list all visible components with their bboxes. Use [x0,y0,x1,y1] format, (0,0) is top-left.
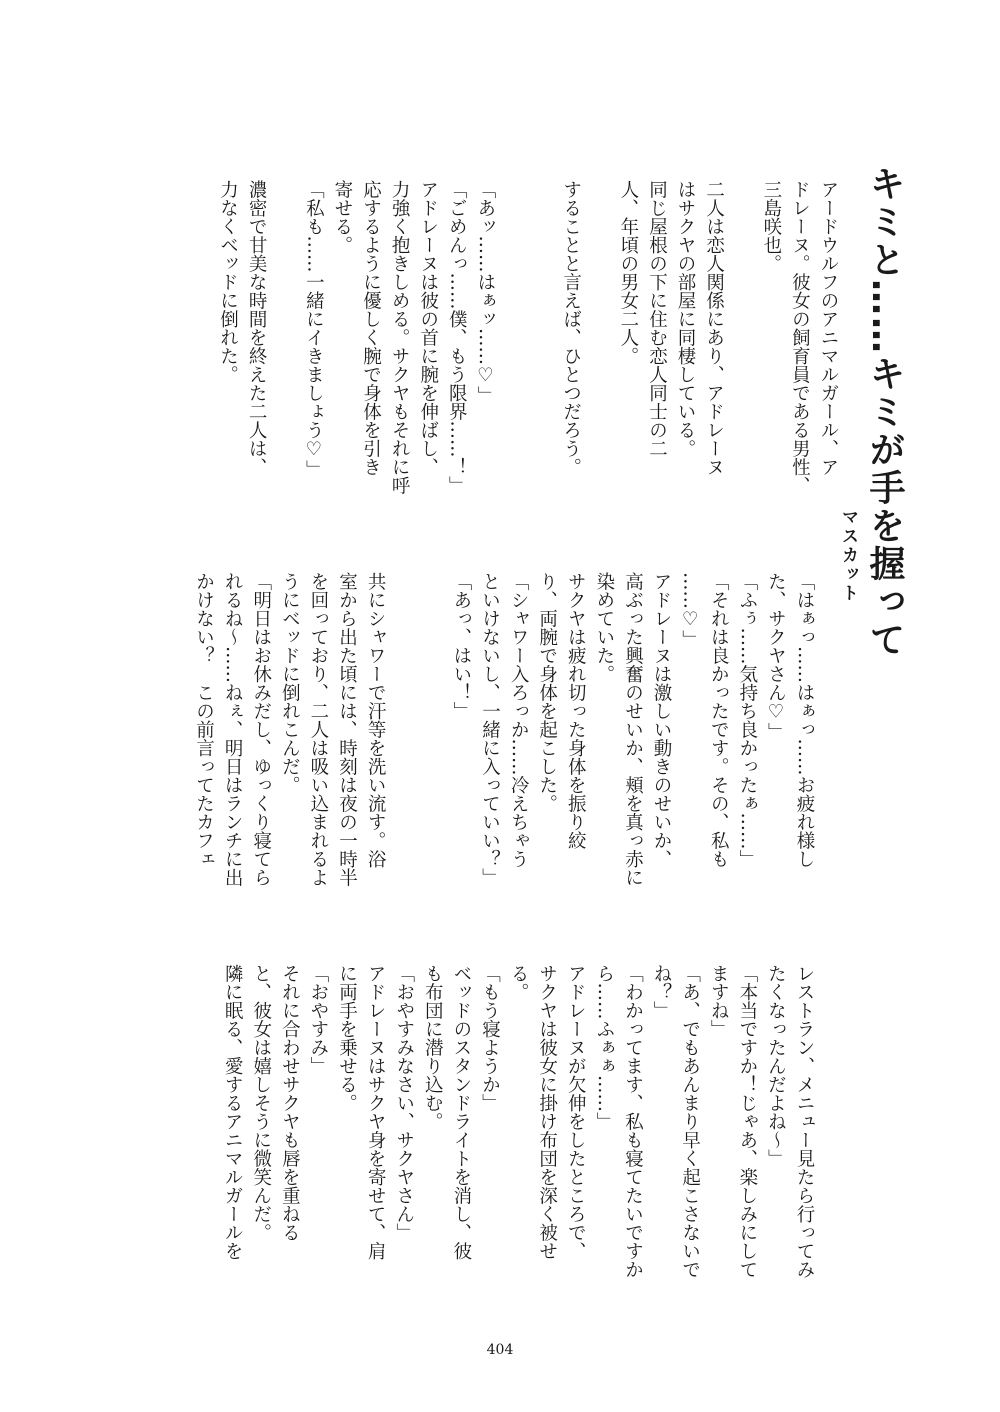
text-line: アドレーヌが欠伸をしたところで、 [565,964,587,1260]
text-block-lower [218,964,818,1320]
text-block-upper-right [213,180,842,536]
text-line: 染めていた。 [593,572,615,683]
text-line: それに合わせサクヤも唇を重ねる [279,964,301,1242]
text-line: り、両腕で身体を起こした。 [536,572,558,813]
text-line: たくなったんだよね～」 [765,964,787,1168]
text-line: といけないし、一緒に入っていい？」 [479,572,501,887]
text-line: ね？」 [651,964,673,1020]
text-line: 力強く抱きしめる。サクヤもそれに呼 [389,180,411,495]
text-line: 「本当ですか！じゃあ、楽しみにして [736,964,758,1279]
text-line: 応するように優しく腕で身体を引き [360,180,382,476]
text-line: ますね」 [708,964,730,1038]
text-line: 三島咲也。 [760,180,782,273]
text-line: を回っており、二人は吸い込まれるよ [307,572,329,887]
author-name: マスカット [838,508,858,603]
text-line: うにベッドに倒れこんだ。 [279,572,301,794]
text-line: 人、年頃の男女二人。 [617,180,639,365]
text-line: 「おやすみ」 [307,964,329,1075]
text-line: も布団に潜り込む。 [422,964,444,1131]
text-line: 「シャワー入ろっか……冷えちゃう [508,572,530,868]
text-line: れるね～……ねぇ、明日はランチに出 [222,572,244,887]
text-line [499,180,528,536]
text-line: レストラン、メニュー見たら行ってみ [794,964,815,1279]
text-line: 二人は恋人関係にあり、アドレーヌ [703,180,725,476]
text-line: 「あ、でもあんまり早く起こさないで [679,964,701,1279]
text-line: ……♡」 [679,572,701,649]
text-line [585,180,614,536]
text-line: ドレーヌ。彼女の飼育員である男性、 [789,180,811,495]
text-line: サクヤは彼女に掛け布団を深く被せ [536,964,558,1260]
text-line: 「ふぅ……気持ち良かったぁ……」 [736,572,758,868]
text-line: る。 [508,964,530,1001]
text-line: 共にシャワーで汗等を洗い流す。浴 [365,572,387,868]
text-line: 「私も……一緒にイきましょう♡」 [303,180,325,479]
page-number: 404 [486,1342,514,1358]
text-line: 濃密で甘美な時間を終えた二人は、 [246,180,268,476]
text-line: 力なくベッドに倒れた。 [217,180,239,384]
story-title: キミと……キミが手を握って [864,165,905,659]
text-line: 「わかってます、私も寝てたいですか [622,964,644,1279]
text-line: 「それは良かったです。その、私も [708,572,730,868]
text-line: アードウルフのアニマルガール、ア [818,180,839,476]
text-line [270,180,299,536]
text-line: 「ごめんっ……僕、もう限界……！」 [446,180,468,495]
text-line: 「あッ……はぁッ……♡」 [474,180,496,405]
text-line: 同じ屋根の下に住む恋人同士の二 [646,180,668,458]
text-line: 「明日はお休みだし、ゆっくり寝てら [250,572,272,887]
text-line: 寄せる。 [331,180,353,254]
text-line: はサクヤの部屋に同棲している。 [675,180,697,458]
text-line: アドレーヌはサクヤ身を寄せて、肩 [365,964,387,1260]
text-line: サクヤは疲れ切った身体を振り絞 [565,572,587,850]
text-line: 「あっ、はい！」 [450,572,472,720]
text-block-middle [189,572,818,928]
text-line: アドレーヌは彼の首に腕を伸ばし、 [417,180,439,476]
text-line: アドレーヌは激しい動きのせいか、 [651,572,673,868]
text-line: 「おやすみなさい、サクヤさん」 [393,964,415,1242]
text-line: ベッドのスタンドライトを消し、彼 [450,964,472,1260]
text-line: 高ぶった興奮のせいか、頬を真っ赤に [622,572,644,887]
text-line: 「はぁっ……はぁっ……お疲れ様し [794,572,815,868]
text-line [728,180,757,536]
text-line: することと言えば、ひとつだろう。 [560,180,582,476]
text-line [527,180,556,536]
text-line: 室から出た頃には、時刻は夜の一時半 [336,572,358,887]
text-line: かけない？ この前言ってたカフェ [193,572,215,868]
text-line [418,572,447,928]
text-line: に両手を乗せる。 [336,964,358,1112]
text-line: 「もう寝ようか」 [479,964,501,1112]
text-line: た、サクヤさん♡」 [765,572,787,741]
text-line: 隣に眠る、愛するアニマルガールを [222,964,244,1260]
text-line [389,572,418,928]
text-line: と、彼女は嬉しそうに微笑んだ。 [250,964,272,1242]
text-line: ら……ふぁぁ……」 [593,964,615,1131]
